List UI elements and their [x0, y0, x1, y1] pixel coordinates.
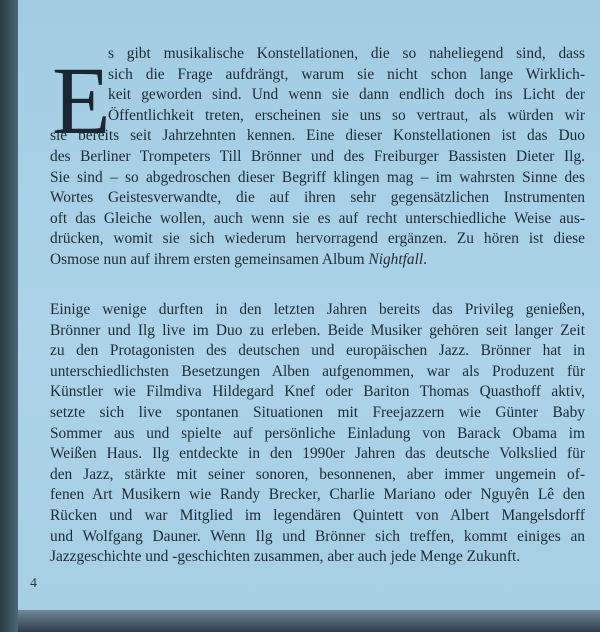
text-fragment: .: [423, 250, 428, 268]
text-line: Öffentlichkeit treten, erscheinen sie uns so vertraut, als würden wir: [108, 106, 585, 124]
text-line: Jazzgeschichte und -geschichten zusammen, aber auch jede Menge Zukunft.: [50, 548, 521, 566]
text-line: Rücken und war Mitglied im legendären Quintett von Albert Mangelsdorff: [50, 506, 585, 524]
album-title: Nightfall: [368, 250, 424, 268]
text-line: unterschiedlichsten Besetzungen Alben aufgenommen, war als Produzent für: [50, 362, 585, 380]
paragraph-intro: [50, 44, 585, 271]
text-fragment: Osmose nun auf ihrem ersten gemeinsamen Album: [50, 250, 369, 268]
text-line: Brönner und Ilg live im Duo zu erleben. Beide Musiker gehören seit langer Zeit: [50, 321, 585, 339]
text-line: Sommer aus und spielte auf persönliche Einladung von Barack Obama im: [50, 424, 585, 442]
text-line: Künstler wie Filmdiva Hildegard Knef oder Bariton Thomas Quasthoff aktiv,: [50, 383, 585, 401]
text-line: den Jazz, stärkte mit seiner sonoren, besonnenen, aber immer ungemein of-: [50, 465, 585, 483]
text-line: zu den Protagonisten des deutschen und europäischen Jazz. Brönner hat in: [50, 342, 585, 360]
text-line: setzte sich live spontanen Situationen mit Freejazzern wie Günter Baby: [50, 403, 585, 421]
text-line: drücken, womit sie sich wiederum hervorragend ergänzen. Zu hören ist diese: [50, 230, 585, 248]
text-line: Wortes Geistesverwandte, die auf ihren sehr gegensätzlichen Instrumenten: [50, 189, 585, 207]
text-line: fenen Art Musikern wie Randy Brecker, Charlie Mariano oder Nguyên Lê den: [50, 486, 585, 504]
text-line: Weißen Haus. Ilg entdeckte in den 1990er Jahren das deutsche Volkslied für: [50, 445, 585, 463]
text-line: des Berliner Trompeters Till Brönner und des Freiburger Bassisten Dieter Ilg.: [50, 147, 585, 165]
drop-cap: E: [52, 47, 111, 154]
text-line: s gibt musikalische Konstellationen, die so naheliegend sind, dass: [108, 45, 585, 62]
text-line: sie bereits seit Jahrzehnten kennen. Eine dieser Konstellationen ist das Duo: [50, 127, 585, 145]
text-line: sich die Frage aufdrängt, warum sie nicht schon lange Wirklich-: [108, 65, 585, 83]
text-line: oft das Gleiche wollen, auch wenn sie es auf recht unterschiedliche Weise aus-: [50, 209, 585, 227]
text-line: Einige wenige durften in den letzten Jahren bereits das Privileg genießen,: [50, 301, 585, 318]
text-line: Sie sind – so abgedroschen dieser Begriff klingen mag – im wahrsten Sinne des: [50, 168, 585, 186]
text-line: keit geworden sind. Und wenn sie dann endlich doch ins Licht der: [108, 86, 585, 104]
page-number: 4: [30, 576, 37, 591]
text-line: und Wolfgang Dauner. Wenn Ilg und Brönner sich treffen, kommt einiges an: [50, 527, 585, 545]
paragraph-biography: [50, 300, 585, 568]
text-line-last: [50, 250, 585, 271]
book-spine-shadow: [0, 0, 18, 632]
page-bottom-edge: [18, 610, 600, 632]
